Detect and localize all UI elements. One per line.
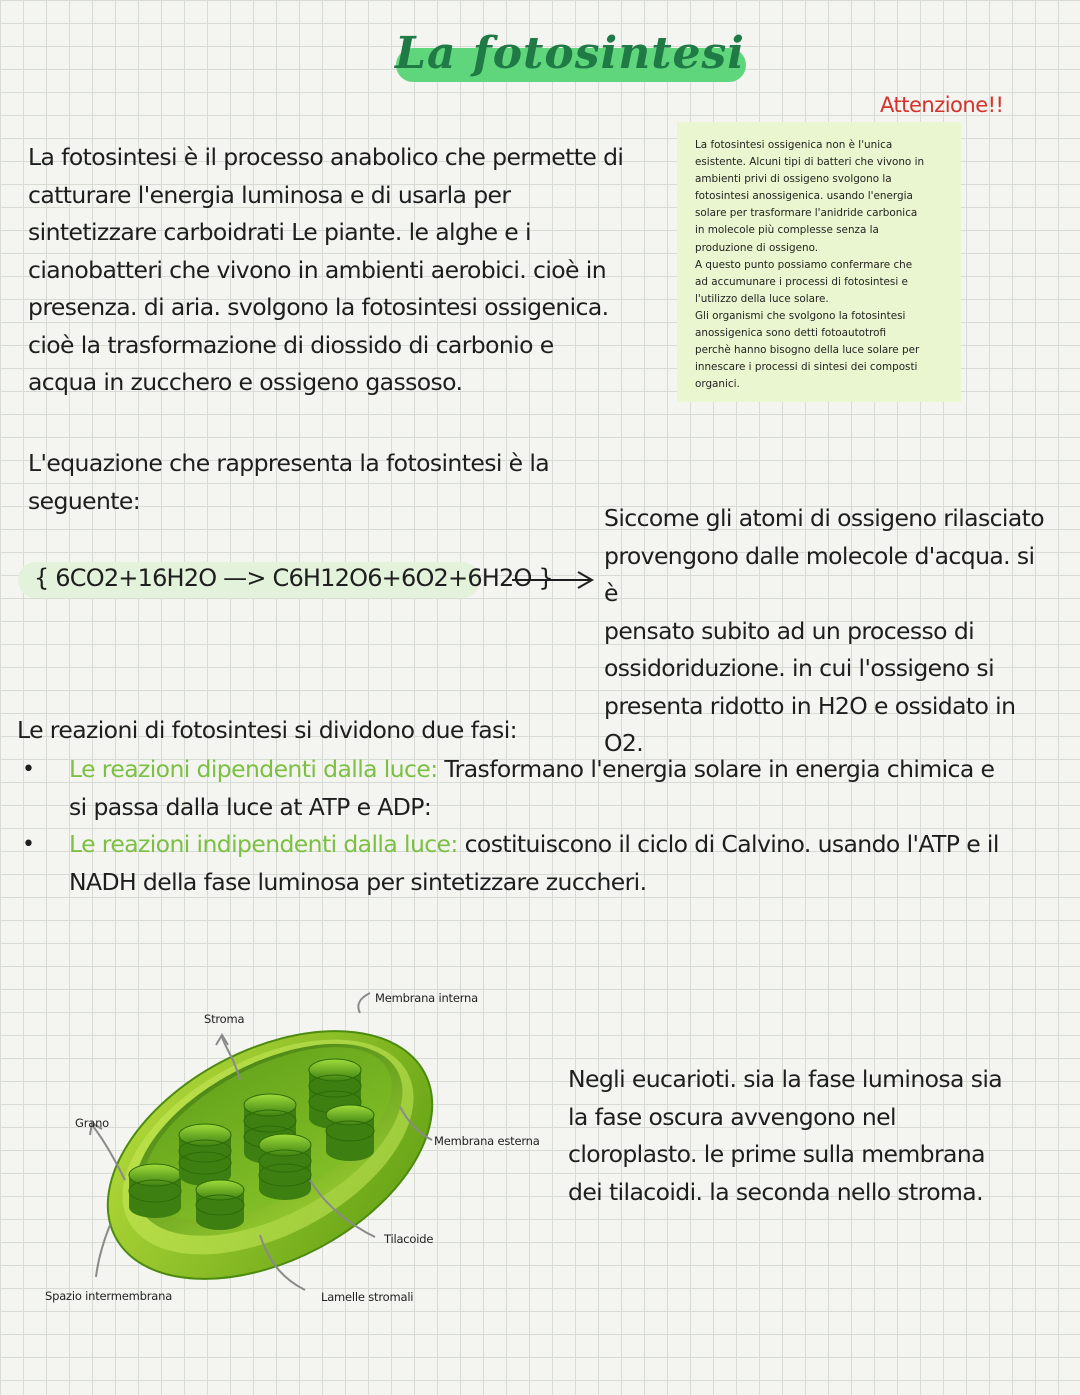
attention-label: Attenzione!! [880, 93, 1004, 117]
label-tilacoide: Tilacoide [384, 1232, 434, 1246]
side-note-line: presenta ridotto in H2O e ossidato in [604, 691, 1016, 720]
phase-text: costituiscono il ciclo di Calvino. usando l'ATP e il [457, 830, 999, 858]
note-line: anossigenica sono detti fotoautotrofi [695, 327, 887, 340]
note-line: esistente. Alcuni tipi di batteri che vivono in [695, 156, 925, 169]
eukaryote-line: Negli eucarioti. sia la fase luminosa sia [568, 1065, 1003, 1093]
note-line: innescare i processi di sintesi dei composti [695, 361, 918, 374]
intro-line: La fotosintesi è il processo anabolico che permette di [28, 143, 624, 171]
side-note-line: Siccome gli atomi di ossigeno rilasciato [604, 504, 1045, 532]
intro-line: acqua in zucchero e ossigeno gassoso. [28, 368, 463, 396]
label-membrana-esterna: Membrana esterna [434, 1134, 540, 1148]
chloroplast-illustration [40, 985, 550, 1315]
label-membrana-interna: Membrana interna [375, 991, 478, 1005]
list-item [20, 751, 1020, 826]
equation-intro-line: seguente: [28, 486, 141, 515]
photosynthesis-equation: { 6CO2+16H2O —> C6H12O6+6O2+6H2O } [34, 564, 553, 592]
phase-highlight: Le reazioni dipendenti dalla luce: [69, 755, 438, 783]
equation-intro-line: L'equazione che rappresenta la fotosintesi è la [28, 449, 550, 477]
note-line: organici. [695, 378, 740, 391]
equation-intro [28, 445, 568, 520]
bullet-icon: • [22, 757, 35, 782]
intro-line: cioè la trasformazione di diossido di carbonio e [28, 330, 554, 359]
eukaryote-line: cloroplasto. le prime sulla membrana [568, 1140, 985, 1168]
intro-line: catturare l'energia luminosa e di usarla per [28, 180, 511, 209]
intro-line: presenza. di aria. svolgono la fotosintesi ossigenica. [28, 293, 609, 321]
page-title: La fotosintesi [395, 28, 745, 79]
label-spazio-intermembrana: Spazio intermembrana [45, 1289, 173, 1303]
eukaryote-note [568, 1061, 1038, 1211]
note-line: ad accumunare i processi di fotosintesi e [695, 275, 908, 288]
side-note-line: ossidoriduzione. in cui l'ossigeno si [604, 654, 995, 682]
phase-text: si passa dalla luce at ATP e ADP: [69, 792, 432, 821]
eukaryote-line: dei tilacoidi. la seconda nello stroma. [568, 1177, 983, 1206]
side-note-line: pensato subito ad un processo di [604, 616, 975, 645]
phase-text: NADH della fase luminosa per sintetizzare zuccheri. [69, 867, 647, 896]
label-lamelle-stromali: Lamelle stromali [321, 1290, 414, 1304]
bullet-icon: • [22, 832, 35, 857]
note-line: A questo punto possiamo confermare che [695, 258, 913, 271]
note-line: in molecole più complesse senza la [695, 224, 879, 237]
side-note-line: O2. [604, 729, 644, 757]
eukaryote-line: la fase oscura avvengono nel [568, 1102, 896, 1131]
list-item [20, 826, 1020, 901]
phases-list [20, 751, 1020, 901]
right-arrow-icon [510, 568, 596, 592]
note-line: Gli organismi che svolgono la fotosintesi [695, 309, 906, 322]
intro-line: sintetizzare carboidrati Le piante. le alghe e i [28, 218, 531, 246]
note-line: La fotosintesi ossigenica non è l'unica [695, 139, 893, 151]
phase-highlight: Le reazioni indipendenti dalla luce: [69, 830, 458, 858]
phases-title: Le reazioni di fotosintesi si dividono due fasi: [17, 716, 517, 744]
intro-line: cianobatteri che vivono in ambienti aerobici. cioè in [28, 255, 606, 284]
note-line: solare per trasformare l'anidride carbonica [695, 207, 918, 220]
intro-paragraph [28, 139, 628, 402]
side-note-line: provengono dalle molecole d'acqua. si è [604, 541, 1035, 607]
note-line: l'utilizzo della luce solare. [695, 292, 829, 305]
note-line: fotosintesi anossigenica. usando l'energia [695, 190, 913, 203]
note-line: perchè hanno bisogno della luce solare per [695, 344, 920, 357]
attention-note [677, 122, 961, 402]
label-stroma: Stroma [204, 1012, 245, 1026]
phase-text: Trasformano l'energia solare in energia chimica e [437, 755, 995, 783]
chloroplast-diagram [40, 985, 550, 1315]
note-line: ambienti privi di ossigeno svolgono la [695, 173, 892, 186]
label-grano: Grano [75, 1116, 110, 1130]
note-line: produzione di ossigeno. [695, 241, 819, 254]
